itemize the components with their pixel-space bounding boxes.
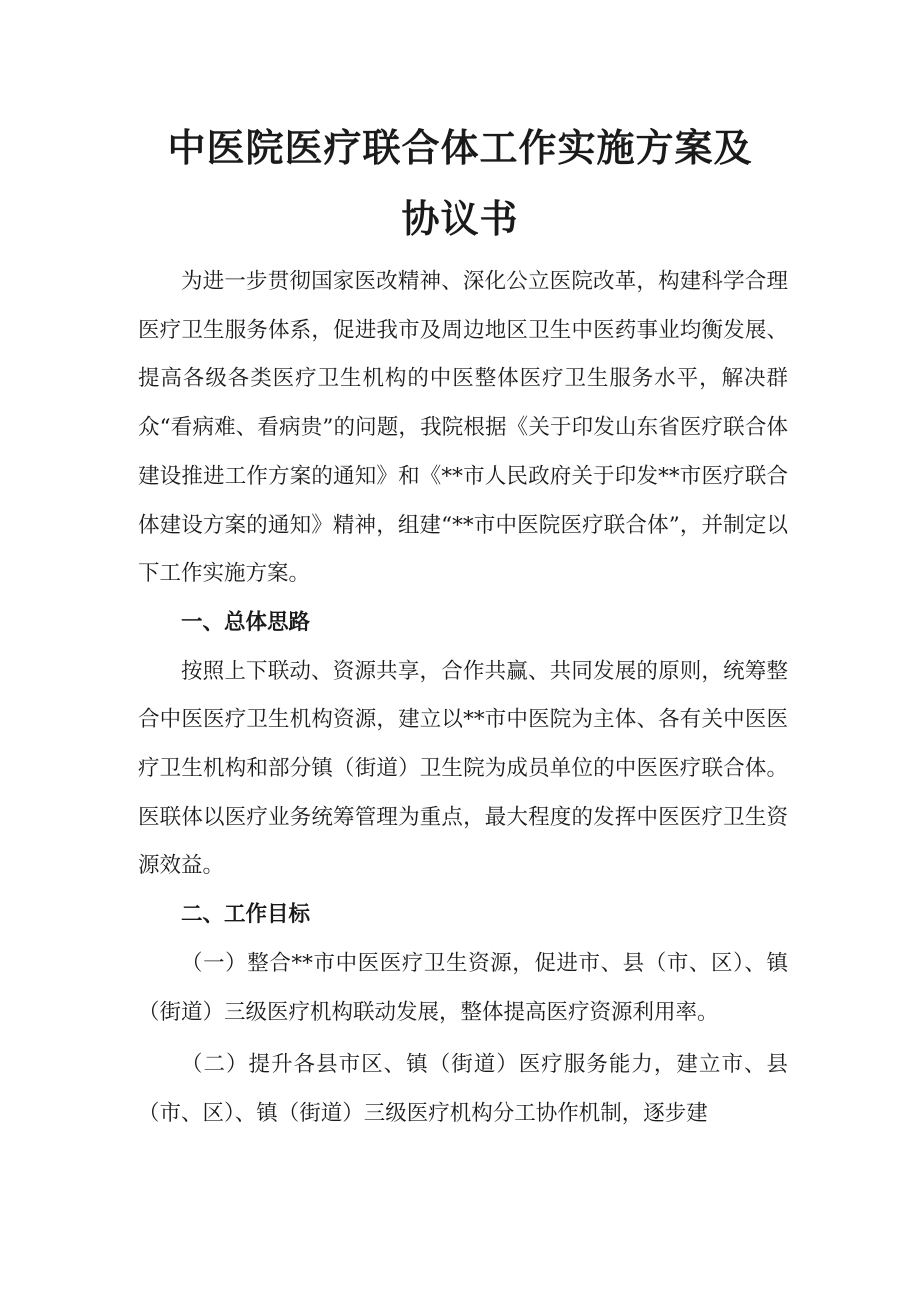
document-body [138, 258, 788, 1139]
document-title-line2: 协议书 [401, 197, 519, 241]
intro-paragraph: 为进一步贯彻国家医改精神、深化公立医院改革，构建科学合理医疗卫生服务体系，促进我市及周边地区卫生中医药事业均衡发展、提高各级各类医疗卫生机构的中医整体医疗卫生服务水平，解决群众“看病难、看病贵”的问题，我院根据《关于印发山东省医疗联合体建设推进工作方案的通知》和《**市人民政府关于印发**市医疗联合体建设方案的通知》精神，组建“**市中医院医疗联合体”，并制定以下工作实施方案。 [138, 269, 788, 587]
overall-approach-paragraph: 按照上下联动、资源共享，合作共赢、共同发展的原则，统筹整合中医医疗卫生机构资源，建立以**市中医院为主体、各有关中医医疗卫生机构和部分镇（街道）卫生院为成员单位的中医医疗联合体。医联体以医疗业务统筹管理为重点，最大程度的发挥中医医疗卫生资源效益。 [138, 658, 788, 879]
section-heading-work-goals: 二、工作目标 [181, 902, 311, 928]
goal-item-2: （二）提升各县市区、镇（街道）医疗服务能力，建立市、县（市、区）、镇（街道）三级医疗机构分工协作机制，逐步建 [138, 1052, 788, 1126]
goal-item-1: （一）整合**市中医医疗卫生资源，促进市、县（市、区）、镇（街道）三级医疗机构联动发展，整体提高医疗资源利用率。 [138, 950, 788, 1025]
section-heading-overall-approach: 一、总体思路 [181, 609, 311, 635]
document-title-line1: 中医院医疗联合体工作实施方案及 [167, 126, 753, 170]
